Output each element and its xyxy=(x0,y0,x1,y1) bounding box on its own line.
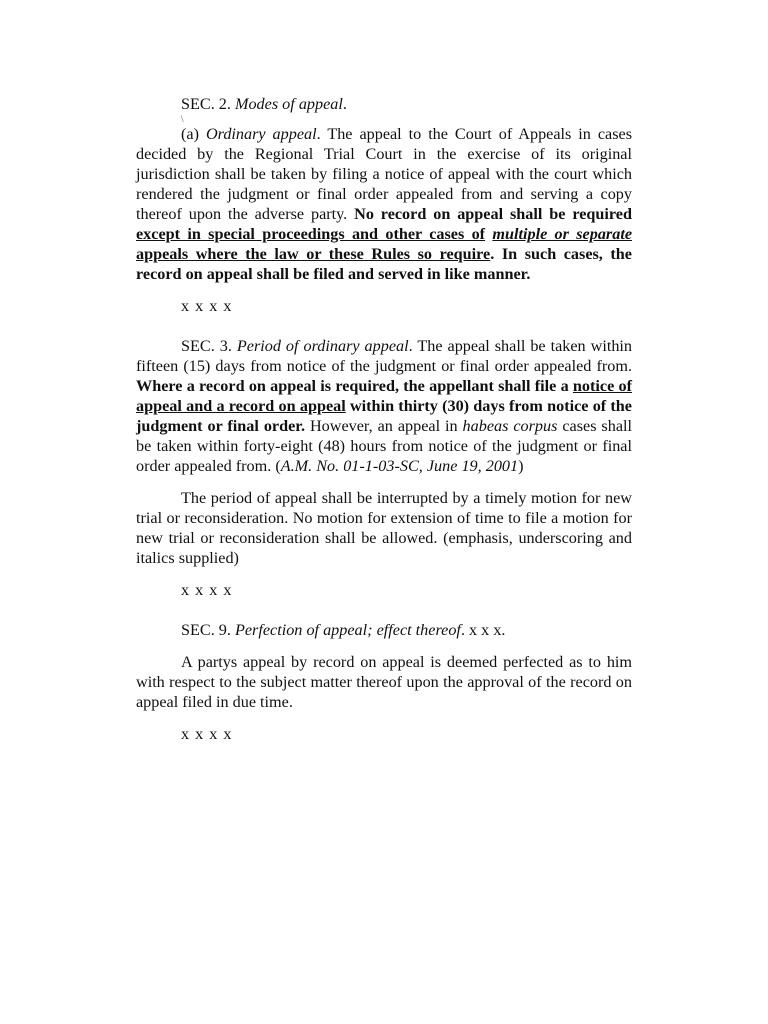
omission-mark-1: x x x x xyxy=(181,297,233,315)
sec3-label: SEC. 3. xyxy=(181,337,232,355)
sec3-text-1: . The appeal shall be taken within fifteen (15) days from notice of the judgment or final order appealed from. xyxy=(136,337,633,375)
sec2-underline-italic: multiple or separate xyxy=(492,225,632,243)
sec2-underline-2: appeals where the law or these Rules so require xyxy=(136,245,491,263)
sec2-a-label: (a) xyxy=(181,125,199,143)
sec9-label: SEC. 9. xyxy=(181,621,231,639)
sec3-title: Period of ordinary appeal xyxy=(236,337,409,355)
omission-mark-3: x x x x xyxy=(181,725,233,743)
sec2-bold-1: No record on appeal shall be required xyxy=(354,205,632,223)
sec3-paragraph-2: The period of appeal shall be interrupted by a timely motion for new trial or reconsideration. No motion for extension of time to file a motion for new trial or reconsideration shall be allowed. (emphasis, underscoring and italics supplied) xyxy=(136,489,632,567)
sec3-underline: notice of appeal and a record on appeal xyxy=(136,377,633,415)
sec3-text-4: ) xyxy=(518,457,524,475)
sec2-bold-2: . In such cases, the record on appeal shall be filed and served in like manner. xyxy=(136,245,632,283)
sec3-italic-habeas: habeas corpus xyxy=(462,417,558,435)
sec9-title-end: . x x x. xyxy=(460,621,506,639)
document-body xyxy=(136,94,632,744)
sec2-title-end: . xyxy=(342,95,347,113)
sec3-text-3: cases shall be taken within forty-eight (48) hours from notice of the judgment or final order appealed from. ( xyxy=(136,417,633,475)
sec2-a-text: . The appeal to the Court of Appeals in cases decided by the Regional Trial Court in the exercise of its original jurisdiction shall be taken by filing a notice of appeal with the court which rendered the judgment or final order appealed from and serving a copy thereof upon the adverse party. xyxy=(136,125,633,223)
sec9-heading xyxy=(136,620,632,640)
sec3-paragraph-1 xyxy=(136,336,632,476)
sec2-paragraph-a xyxy=(136,124,632,284)
sec2-label: SEC. 2. xyxy=(181,95,231,113)
sec3-text-2: However, an appeal in xyxy=(309,417,458,435)
sec9-paragraph: A partys appeal by record on appeal is deemed perfected as to him with respect to the subject matter thereof upon the approval of the record on appeal filed in due time. xyxy=(136,653,632,711)
sec9-title: Perfection of appeal; effect thereof xyxy=(234,621,461,639)
stray-mark: \ xyxy=(181,114,184,124)
sec3-bold-2: within thirty (30) days from notice of the judgment or final order. xyxy=(136,397,632,435)
sec2-heading xyxy=(136,94,632,114)
sec3-bold-1: Where a record on appeal is required, the appellant shall file a xyxy=(136,377,569,395)
omission-mark-2: x x x x xyxy=(181,581,233,599)
sec3-citation: A.M. No. 01-1-03-SC, June 19, 2001 xyxy=(280,457,519,475)
sec2-title: Modes of appeal xyxy=(234,95,343,113)
sec2-underline-1: except in special proceedings and other cases of xyxy=(136,225,486,243)
sec2-a-title: Ordinary appeal xyxy=(205,125,317,143)
